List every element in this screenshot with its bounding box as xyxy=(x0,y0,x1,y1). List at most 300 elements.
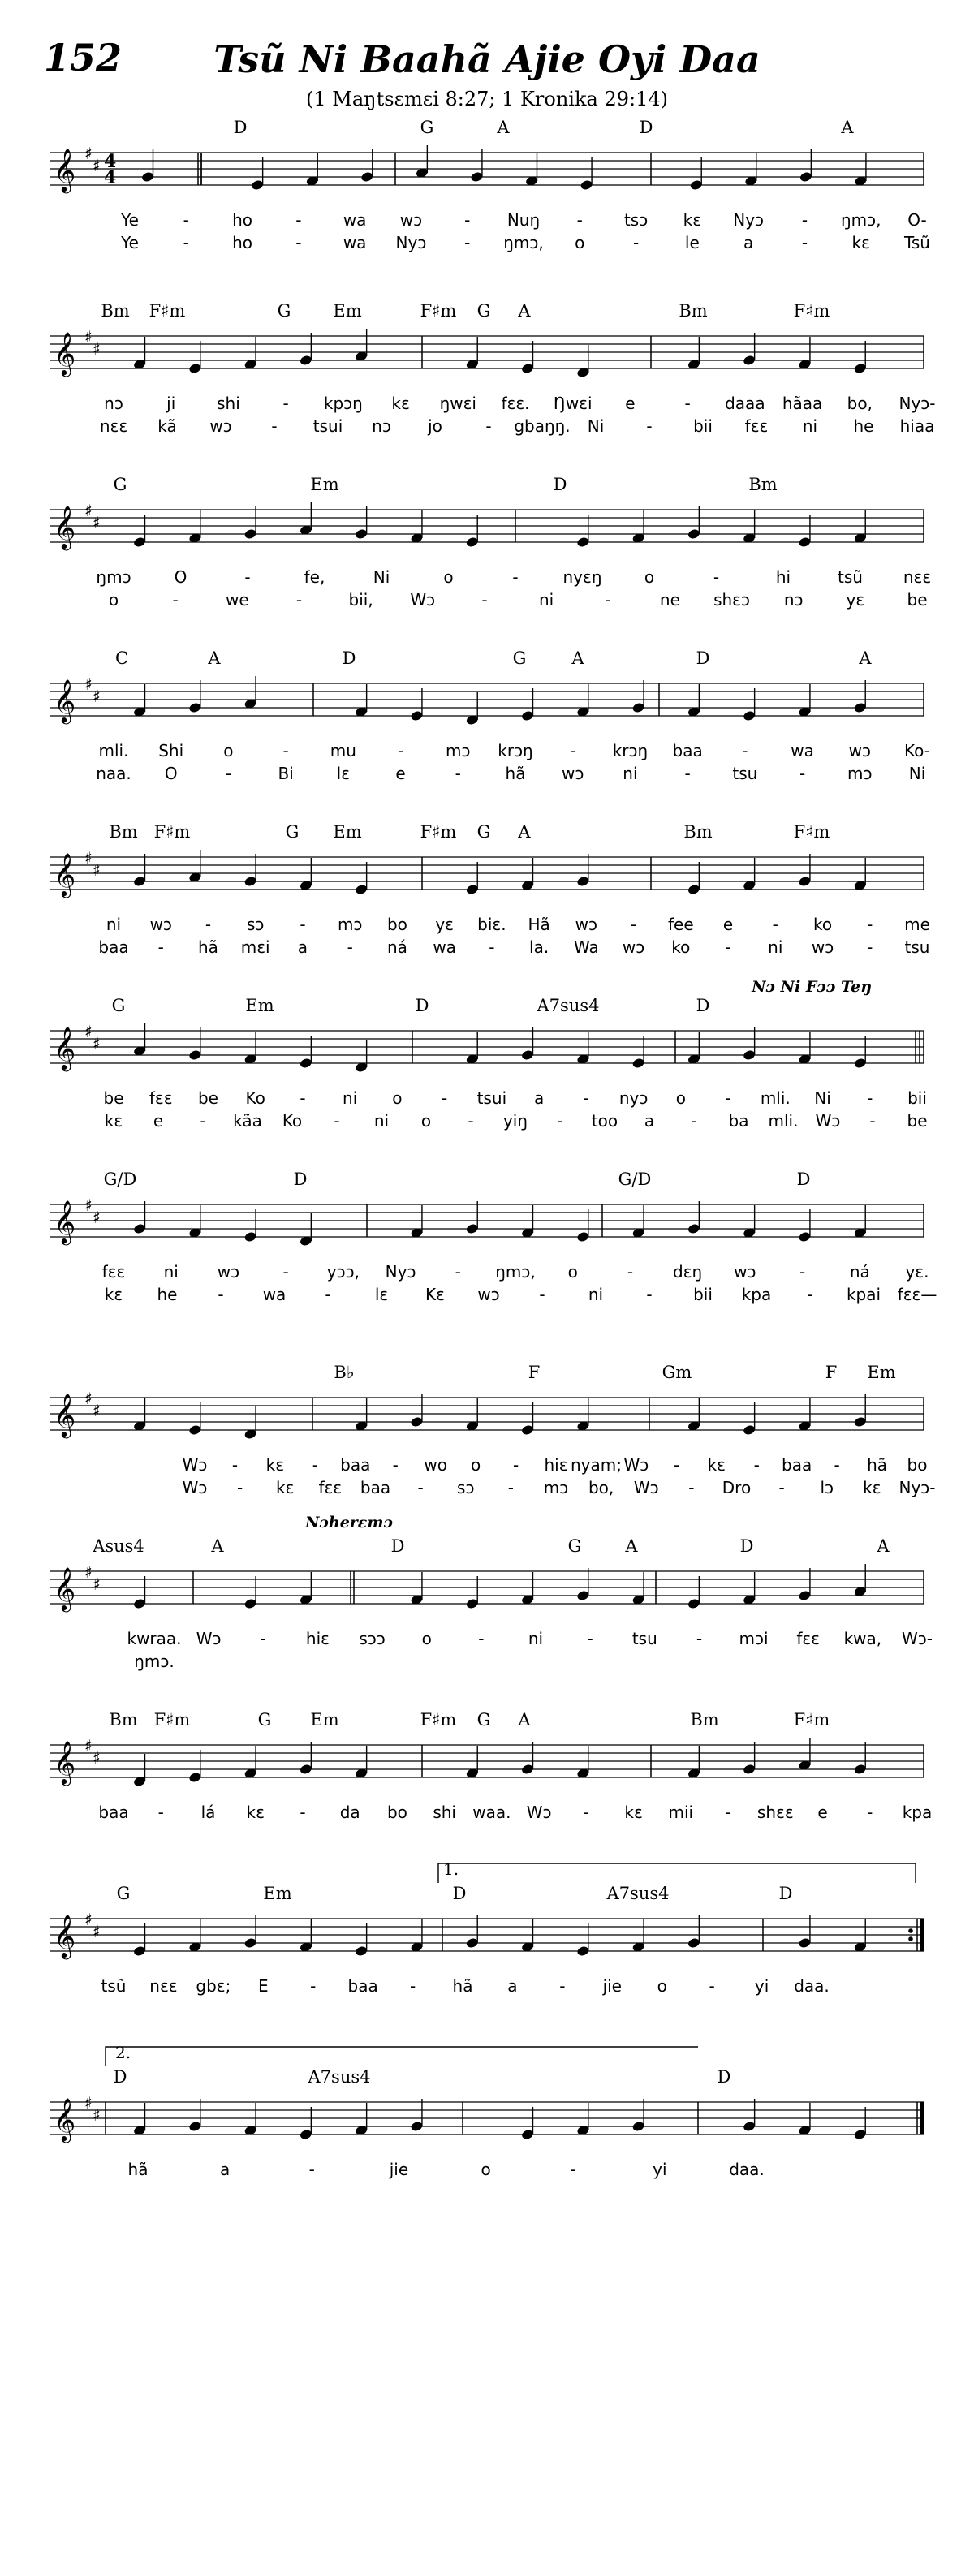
lyric-syllable: fee xyxy=(667,915,694,934)
chord-symbol: D xyxy=(696,996,710,1015)
lyric-syllable: - xyxy=(300,915,306,934)
lyric-syllable: - xyxy=(709,1976,715,1996)
lyric-syllable: Ye xyxy=(121,233,139,252)
chord-symbol: F♯m xyxy=(149,301,186,321)
lyric-syllable: Wɔ xyxy=(633,1478,659,1497)
lyric-syllable: shɛɔ xyxy=(713,590,750,610)
lyric-syllable: be xyxy=(103,1088,124,1108)
lyric-syllable: Wɔ xyxy=(182,1455,208,1475)
lyric-syllable: - xyxy=(157,1803,164,1822)
treble-clef-icon: 𝄞 xyxy=(54,1200,76,1243)
lyric-syllable: yiŋ xyxy=(502,1111,528,1131)
repeat-dot xyxy=(908,1928,913,1933)
chord-symbol: A xyxy=(497,118,510,137)
lyric-syllable: - xyxy=(237,1478,244,1497)
lyric-syllable: da xyxy=(339,1803,360,1822)
chord-symbol: A7sus4 xyxy=(606,1884,670,1903)
lyric-syllable: - xyxy=(742,741,748,760)
lyric-syllable: kɛ xyxy=(863,1478,881,1497)
lyric-syllable: baa xyxy=(98,937,129,957)
lyric-syllable: kãa xyxy=(233,1111,262,1131)
lyric-syllable: - xyxy=(183,210,189,230)
sharp-f-icon: ♯ xyxy=(84,2093,93,2113)
lyric-syllable: Ni xyxy=(587,416,605,436)
lyric-syllable: - xyxy=(464,210,471,230)
chord-symbol: G xyxy=(512,648,527,668)
treble-clef-icon: 𝄞 xyxy=(54,331,76,375)
lyric-syllable: e xyxy=(153,1111,164,1131)
lyric-syllable: Bi xyxy=(278,764,294,783)
sharp-f-icon: ♯ xyxy=(84,144,93,163)
ending-label: 2. xyxy=(115,2043,131,2062)
lyric-syllable: shɛɛ xyxy=(756,1803,794,1822)
lyric-syllable: - xyxy=(347,937,353,957)
lyric-syllable: - xyxy=(673,1455,679,1475)
lyric-syllable: mii xyxy=(668,1803,694,1822)
sharp-f-icon: ♯ xyxy=(84,1910,93,1929)
lyric-syllable: - xyxy=(417,1478,424,1497)
lyric-syllable: ko xyxy=(671,937,691,957)
chord-symbol: F xyxy=(528,1363,541,1382)
lyric-syllable: ni xyxy=(528,1629,544,1648)
sharp-c-icon: ♯ xyxy=(93,513,101,532)
lyric-syllable: bo xyxy=(907,1455,928,1475)
lyric-syllable: jo xyxy=(428,416,442,436)
lyric-syllable: baa xyxy=(782,1455,812,1475)
repeat-dot xyxy=(908,1936,913,1941)
lyric-syllable: o xyxy=(657,1976,667,1996)
lyric-syllable: fɛɛ xyxy=(744,416,769,436)
lyric-syllable: Nyɔ xyxy=(733,210,765,230)
lyric-syllable: hã xyxy=(127,2160,149,2179)
lyric-syllable: - xyxy=(295,590,303,610)
sharp-c-icon: ♯ xyxy=(93,687,101,706)
lyric-syllable: - xyxy=(646,1285,653,1304)
lyric-syllable: lɛ xyxy=(374,1285,389,1304)
lyric-syllable: - xyxy=(455,764,461,783)
lyric-syllable: e xyxy=(625,394,636,413)
chord-symbol: B♭ xyxy=(334,1363,355,1382)
lyric-syllable: - xyxy=(801,233,808,252)
lyric-syllable: Wɔ xyxy=(410,590,436,610)
lyric-syllable: tsu xyxy=(631,1629,657,1648)
lyric-syllable: kpa xyxy=(741,1285,772,1304)
sharp-c-icon: ♯ xyxy=(93,339,101,359)
lyric-syllable: - xyxy=(801,210,808,230)
lyric-syllable: o xyxy=(481,2160,491,2179)
lyric-syllable: wa xyxy=(262,1285,287,1304)
lyric-syllable: baa xyxy=(360,1478,391,1497)
lyric-syllable: - xyxy=(231,1455,239,1475)
lyric-syllable: kɛ xyxy=(624,1803,643,1822)
lyric-syllable: - xyxy=(225,764,232,783)
lyric-syllable: fe, xyxy=(304,567,325,587)
lyric-syllable: o xyxy=(420,1111,432,1131)
lyric-syllable: - xyxy=(627,1262,634,1282)
lyric-syllable: - xyxy=(397,741,404,760)
lyric-syllable: - xyxy=(583,1803,589,1822)
lyric-syllable: kpa xyxy=(902,1803,933,1822)
staff-system-4 xyxy=(50,674,924,726)
lyric-syllable: Nyɔ xyxy=(395,233,427,252)
lyric-syllable: ŋmɔ, xyxy=(495,1262,536,1282)
chord-symbol: G/D xyxy=(103,1170,137,1189)
lyric-syllable: a xyxy=(220,2160,231,2179)
lyric-syllable: ŋmɔ, xyxy=(503,233,544,252)
lyric-syllable: ni xyxy=(343,1088,358,1108)
ending-bracket xyxy=(438,1863,916,1883)
chord-symbol: A xyxy=(518,1710,531,1730)
staff-system-11 xyxy=(50,1863,924,1959)
lyric-syllable: - xyxy=(478,1629,485,1648)
ending-bracket xyxy=(106,2047,698,2066)
chord-symbol: A xyxy=(518,301,531,321)
lyric-syllable: - xyxy=(725,1803,731,1822)
chord-symbol: F♯m xyxy=(793,301,830,321)
lyric-syllable: bo xyxy=(386,915,407,934)
chord-symbol: D xyxy=(233,118,248,137)
staff-system-12 xyxy=(50,2047,924,2143)
lyric-syllable: fɛɛ. xyxy=(501,394,530,413)
lyric-syllable: le xyxy=(684,233,700,252)
lyric-syllable: shi xyxy=(217,394,240,413)
lyric-syllable: mli. xyxy=(768,1111,799,1131)
lyric-syllable: - xyxy=(244,567,251,587)
lyric-syllable: tsui xyxy=(312,416,343,436)
lyric-syllable: - xyxy=(557,1111,563,1131)
lyric-syllable: - xyxy=(157,937,164,957)
lyric-syllable: - xyxy=(512,567,519,587)
lyric-syllable: - xyxy=(300,1803,306,1822)
lyric-syllable: Wɔ xyxy=(196,1629,222,1648)
lyric-syllable: kɛ xyxy=(707,1455,726,1475)
lyric-syllable: daaa xyxy=(725,394,765,413)
lyric-syllable: - xyxy=(310,1976,317,1996)
lyric-syllable: yɛ xyxy=(435,915,454,934)
lyric-syllable: be xyxy=(197,1088,218,1108)
lyric-syllable: Dro xyxy=(722,1478,752,1497)
lyric-syllable: bii xyxy=(693,416,713,436)
lyric-syllable: bii xyxy=(907,1088,927,1108)
lyric-syllable: Ni xyxy=(814,1088,831,1108)
lyric-syllable: kɛ xyxy=(276,1478,295,1497)
lyric-syllable: Nyɔ- xyxy=(899,394,936,413)
lyric-syllable: fɛɛ xyxy=(101,1262,126,1282)
lyric-syllable: - xyxy=(539,1285,545,1304)
lyric-syllable: - xyxy=(605,590,611,610)
lyric-syllable: bo, xyxy=(588,1478,614,1497)
lyric-syllable: a xyxy=(644,1111,655,1131)
lyric-syllable: - xyxy=(409,1976,416,1996)
sharp-f-icon: ♯ xyxy=(84,1389,93,1408)
lyric-syllable: ko xyxy=(812,915,833,934)
lyric-syllable: - xyxy=(295,233,302,252)
lyric-syllable: sɔɔ xyxy=(359,1629,386,1648)
lyric-syllable: Wɔ xyxy=(182,1478,208,1497)
lyric-syllable: nɔ xyxy=(104,394,123,413)
treble-clef-icon: 𝄞 xyxy=(54,852,76,896)
lyric-syllable: hã xyxy=(505,764,526,783)
lyric-syllable: baa xyxy=(672,741,703,760)
lyric-syllable: bo, xyxy=(847,394,873,413)
chord-symbol: A xyxy=(625,1536,638,1556)
lyric-syllable: ná xyxy=(386,937,407,957)
lyric-syllable: we xyxy=(225,590,249,610)
lyric-syllable: - xyxy=(282,741,289,760)
chord-symbol: A xyxy=(571,648,584,668)
lyric-syllable: - xyxy=(308,2160,315,2179)
lyric-syllable: kwa, xyxy=(843,1629,882,1648)
lyric-syllable: tsu xyxy=(732,764,758,783)
sharp-f-icon: ♯ xyxy=(84,1562,93,1582)
sharp-c-icon: ♯ xyxy=(93,1574,101,1594)
lyric-syllable: nɛɛ xyxy=(149,1976,178,1996)
chord-symbol: F♯m xyxy=(153,1710,191,1730)
lyric-syllable: o xyxy=(567,1262,578,1282)
lyric-syllable: - xyxy=(691,1111,697,1131)
lyric-syllable: be xyxy=(907,590,928,610)
lyric-syllable: a xyxy=(533,1088,545,1108)
lyric-syllable: - xyxy=(489,937,495,957)
chord-symbol: Bm xyxy=(109,1710,138,1730)
sharp-c-icon: ♯ xyxy=(93,156,101,175)
chord-symbol: F♯m xyxy=(420,822,457,842)
lyric-syllable: - xyxy=(312,1455,318,1475)
lyric-syllable: ba xyxy=(728,1111,749,1131)
sharp-c-icon: ♯ xyxy=(93,2105,101,2125)
lyric-syllable: naa. xyxy=(96,764,131,783)
lyric-syllable: Wɔ- xyxy=(902,1629,933,1648)
lyric-syllable: wɔ xyxy=(217,1262,240,1282)
lyric-syllable: ŋmɔ. xyxy=(134,1652,175,1671)
lyric-syllable: kpɔŋ xyxy=(323,394,363,413)
lyric-syllable: Ni xyxy=(908,764,926,783)
lyric-syllable: - xyxy=(300,1088,306,1108)
chord-symbol: Em xyxy=(867,1363,896,1382)
lyric-syllable: e xyxy=(722,915,734,934)
chord-symbol: A xyxy=(211,1536,224,1556)
lyric-syllable: - xyxy=(778,1478,785,1497)
lyric-syllable: - xyxy=(725,937,731,957)
chord-symbol: G xyxy=(277,301,291,321)
lyric-syllable: kpai xyxy=(846,1285,881,1304)
lyric-syllable: hã xyxy=(198,937,218,957)
lyric-syllable: Ko xyxy=(282,1111,303,1131)
lyric-syllable: fɛɛ xyxy=(796,1629,821,1648)
staff-system-2 xyxy=(50,327,924,378)
lyric-syllable: lɔ xyxy=(820,1478,834,1497)
staff-system-5 xyxy=(50,848,924,898)
lyric-syllable: waa. xyxy=(472,1803,511,1822)
lyric-syllable: Wɔ xyxy=(623,1455,649,1475)
lyric-syllable: yɔɔ, xyxy=(326,1262,360,1282)
treble-clef-icon: 𝄞 xyxy=(54,1026,76,1070)
lyric-syllable: - xyxy=(392,1455,399,1475)
lyric-syllable: O xyxy=(164,764,178,783)
lyric-syllable: - xyxy=(867,937,873,957)
lyric-syllable: nɛɛ xyxy=(99,416,128,436)
lyric-syllable: kɛ xyxy=(391,394,410,413)
section-marker: Nɔherɛmɔ xyxy=(304,1514,394,1531)
lyric-syllable: sɔ xyxy=(457,1478,475,1497)
chord-symbol: D xyxy=(342,648,356,668)
lyric-syllable: ni xyxy=(802,416,818,436)
hymn-title: Tsũ Ni Baahã Ajie Oyi Daa xyxy=(213,37,761,81)
chord-symbol: A xyxy=(518,822,531,842)
chord-symbol: F xyxy=(825,1363,838,1382)
lyric-syllable: mɔ xyxy=(446,741,471,760)
lyric-syllable: dɛŋ xyxy=(673,1262,703,1282)
lyric-syllable: Nyɔ xyxy=(385,1262,416,1282)
lyric-syllable: o xyxy=(470,1455,481,1475)
lyric-syllable: hãaa xyxy=(782,394,823,413)
hymn-number: 152 xyxy=(44,36,123,80)
staff-system-7 xyxy=(50,1195,924,1247)
chord-symbol: G xyxy=(285,822,300,842)
lyric-syllable: ni xyxy=(106,915,122,934)
lyric-syllable: ni xyxy=(538,590,554,610)
lyric-syllable: krɔŋ xyxy=(612,741,649,760)
lyric-syllable: - xyxy=(172,590,179,610)
lyric-syllable: nɛɛ xyxy=(903,567,932,587)
lyric-syllable: - xyxy=(869,1111,876,1131)
chord-symbol: D xyxy=(113,2067,127,2087)
lyric-syllable: baa xyxy=(98,1803,129,1822)
lyric-syllable: - xyxy=(646,416,653,436)
lyric-syllable: mɔi xyxy=(739,1629,769,1648)
lyric-syllable: baa xyxy=(347,1976,378,1996)
chord-symbol: F♯m xyxy=(793,822,830,842)
lyric-syllable: he xyxy=(853,416,874,436)
chord-symbol: F♯m xyxy=(153,822,191,842)
lyric-syllable: o xyxy=(644,567,655,587)
final-barline-thick xyxy=(920,2102,924,2134)
sharp-f-icon: ♯ xyxy=(84,1022,93,1041)
lyric-syllable: - xyxy=(218,1285,224,1304)
chord-symbol: G xyxy=(476,822,491,842)
lyric-syllable: - xyxy=(799,1262,806,1282)
lyric-syllable: - xyxy=(583,1088,589,1108)
chord-symbol: Em xyxy=(245,996,274,1015)
ending-label: 1. xyxy=(443,1859,459,1879)
lyric-syllable: - xyxy=(455,1262,461,1282)
lyric-syllable: a xyxy=(507,1976,518,1996)
lyric-syllable: e xyxy=(817,1803,828,1822)
chord-symbol: A xyxy=(859,648,872,668)
lyric-syllable: - xyxy=(325,1285,331,1304)
lyric-syllable: - xyxy=(260,1629,266,1648)
lyric-syllable: wa xyxy=(433,937,456,957)
lyric-syllable: kɛ xyxy=(265,1455,285,1475)
chord-symbol: Em xyxy=(310,1710,339,1730)
lyric-syllable: o xyxy=(675,1088,686,1108)
treble-clef-icon: 𝄞 xyxy=(54,1914,76,1958)
section-marker: Nɔ Ni Fɔɔ Teŋ xyxy=(752,978,872,996)
lyric-syllable: yɛ. xyxy=(905,1262,929,1282)
lyric-syllable: wɔ xyxy=(848,741,871,760)
lyric-syllable: wɔ xyxy=(149,915,172,934)
chord-symbol: Bm xyxy=(109,822,138,842)
lyric-syllable: mli. xyxy=(760,1088,791,1108)
chord-symbol: A xyxy=(208,648,221,668)
lyric-syllable: ho xyxy=(232,233,253,252)
lyric-syllable: - xyxy=(200,1111,206,1131)
chord-symbol: Bm xyxy=(101,301,130,321)
lyric-syllable: - xyxy=(867,1088,873,1108)
lyric-syllable: gbaŋŋ. xyxy=(514,416,571,436)
lyric-syllable: o xyxy=(443,567,454,587)
lyric-syllable: kɛ xyxy=(104,1111,123,1131)
sharp-c-icon: ♯ xyxy=(93,1748,101,1768)
lyric-syllable: hã xyxy=(867,1455,888,1475)
lyric-syllable: - xyxy=(334,1111,340,1131)
lyric-syllable: tsui xyxy=(476,1088,507,1108)
lyric-syllable: nyam; xyxy=(570,1455,622,1475)
lyric-syllable: - xyxy=(282,1262,289,1282)
lyric-syllable: tsũ xyxy=(101,1976,127,1996)
lyric-syllable: mɔ xyxy=(337,915,363,934)
lyric-syllable: - xyxy=(684,764,691,783)
lyric-syllable: bo xyxy=(386,1803,407,1822)
lyric-syllable: daa. xyxy=(729,2160,765,2179)
lyric-syllable: lá xyxy=(200,1803,216,1822)
chord-symbol: Em xyxy=(333,822,362,842)
lyric-syllable: hiɛ xyxy=(305,1629,330,1648)
lyric-syllable: - xyxy=(282,394,289,413)
lyric-syllable: ni xyxy=(623,764,638,783)
lyric-syllable: ni xyxy=(163,1262,179,1282)
lyric-syllable: - xyxy=(485,416,492,436)
lyric-syllable: hiaa xyxy=(899,416,935,436)
chord-symbol: Asus4 xyxy=(93,1536,144,1556)
lyric-syllable: wa xyxy=(343,233,367,252)
lyric-syllable: - xyxy=(713,567,720,587)
lyric-syllable: - xyxy=(570,741,576,760)
treble-clef-icon: 𝄞 xyxy=(54,1740,76,1784)
lyric-syllable: fɛɛ xyxy=(318,1478,343,1497)
chord-symbol: Em xyxy=(263,1884,292,1903)
chord-symbol: G xyxy=(476,1710,491,1730)
lyric-syllable: fɛɛ— xyxy=(897,1285,937,1304)
lyric-syllable: - xyxy=(481,590,488,610)
lyric-syllable: Ko- xyxy=(904,741,930,760)
sharp-c-icon: ♯ xyxy=(93,1208,101,1227)
lyric-syllable: wɔ xyxy=(811,937,834,957)
treble-clef-icon: 𝄞 xyxy=(54,1566,76,1610)
lyric-syllable: hi xyxy=(775,567,791,587)
lyric-syllable: - xyxy=(295,210,302,230)
chord-symbol: F♯m xyxy=(420,1710,457,1730)
chord-symbol: Gm xyxy=(662,1363,692,1382)
lyric-syllable: nyɔ xyxy=(618,1088,649,1108)
chord-symbol: D xyxy=(452,1884,467,1903)
lyric-syllable: a xyxy=(743,233,754,252)
lyric-syllable: ho xyxy=(232,210,253,230)
chord-symbol: F♯m xyxy=(793,1710,830,1730)
lyric-syllable: kɛ xyxy=(104,1285,123,1304)
chord-symbol: G xyxy=(116,1884,131,1903)
lyric-syllable: hã xyxy=(452,1976,473,1996)
sharp-c-icon: ♯ xyxy=(93,860,101,880)
lyric-syllable: hiɛ xyxy=(544,1455,568,1475)
lyric-syllable: e xyxy=(395,764,406,783)
chord-symbol: D xyxy=(796,1170,811,1189)
lyric-syllable: - xyxy=(867,915,873,934)
sharp-f-icon: ♯ xyxy=(84,501,93,520)
chord-symbol: D xyxy=(639,118,653,137)
lyric-syllable: yi xyxy=(653,2160,667,2179)
lyric-syllable: - xyxy=(632,233,640,252)
